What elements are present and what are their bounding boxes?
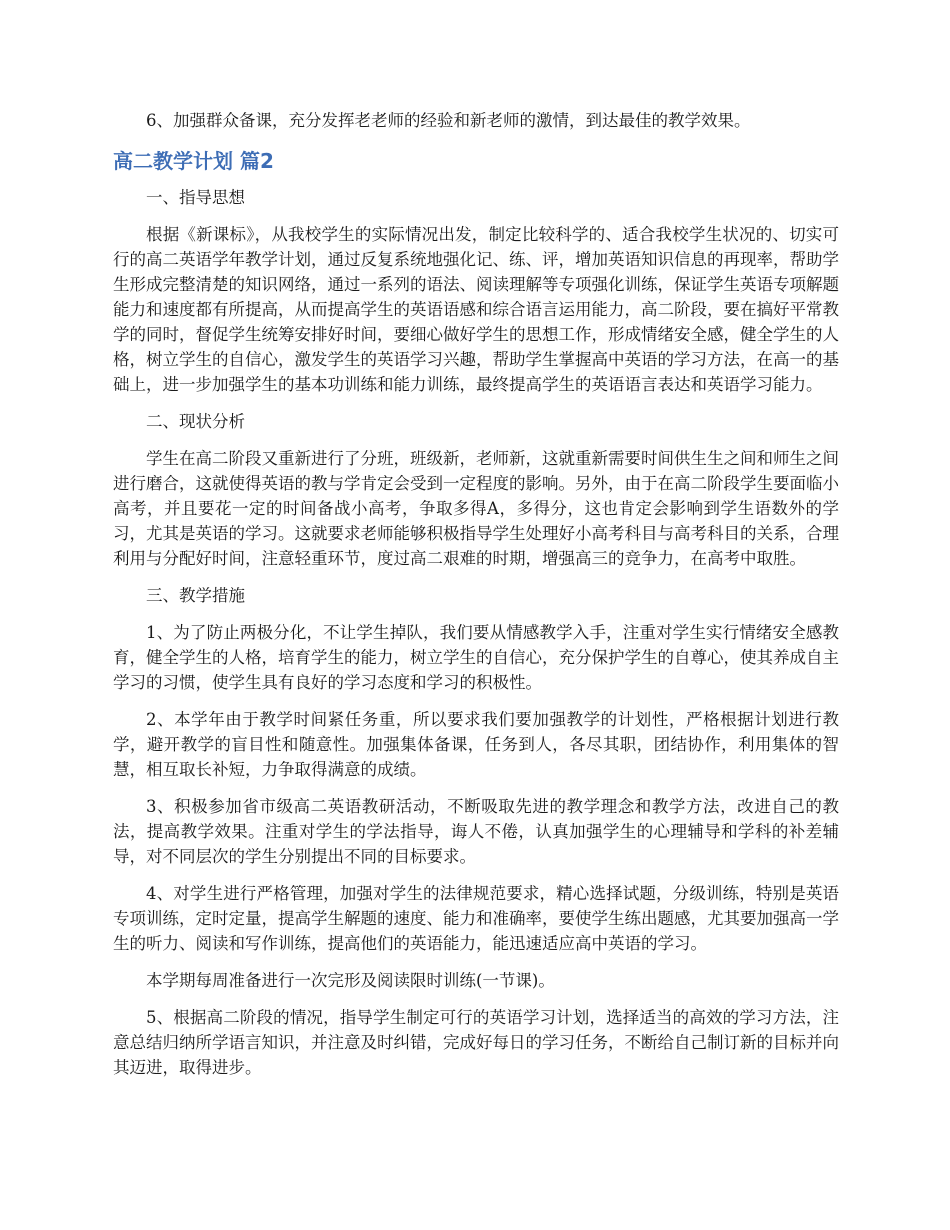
measure-2: 2、本学年由于教学时间紧任务重，所以要求我们要加强教学的计划性，严格根据计划进行教学，避开教学的盲目性和随意性。加强集体备课，任务到人，各尽其职，团结协作，利用集体的智慧，相互取长补短，力争取得满意的成绩。 — [113, 710, 839, 779]
measure-4: 4、对学生进行严格管理，加强对学生的法律规范要求，精心选择试题，分级训练，特别是英语专项训练，定时定量，提高学生解题的速度、能力和准确率，要使学生练出题感，尤其要加强高一学生的听力、阅读和写作训练，提高他们的英语能力，能迅速适应高中英语的学习。 — [113, 884, 839, 953]
section-heading: 高二教学计划 篇2 — [113, 149, 274, 173]
section-2-body: 学生在高二阶段又重新进行了分班，班级新，老师新，这就重新需要时间供生生之间和师生之间进行磨合，这就使得英语的教与学肯定会受到一定程度的影响。另外，由于在高二阶段学生要面临小高考，并且要花一定的时间备战小高考，争取多得A，多得分，这也肯定会影响到学生语数外的学习，尤其是英语的学习。这就要求老师能够积极指导学生处理好小高考科目与高考科目的关系，合理利用与分配好时间，注意轻重环节，度过高二艰难的时期，增强高三的竞争力，在高考中取胜。 — [113, 449, 839, 568]
measure-1: 1、为了防止两极分化，不让学生掉队，我们要从情感教学入手，注重对学生实行情绪安全感教育，健全学生的人格，培育学生的能力，树立学生的自信心，充分保护学生的自尊心，使其养成自主学习的习惯，使学生具有良好的学习态度和学习的积极性。 — [113, 623, 839, 692]
section-3-title: 三、教学措施 — [146, 586, 245, 605]
section-1-body: 根据《新课标》，从我校学生的实际情况出发，制定比较科学的、适合我校学生状况的、切实可行的高二英语学年教学计划，通过反复系统地强化记、练、评，增加英语知识信息的再现率，帮助学生形成完整清楚的知识网络，通过一系列的语法、阅读理解等专项强化训练，保证学生英语专项解题能力和速度都有所提高，从而提高学生的英语语感和综合语言运用能力，高二阶段，要在搞好平常教学的同时，督促学生统筹安排好时间，要细心做好学生的思想工作，形成情绪安全感，健全学生的人格，树立学生的自信心，激发学生的英语学习兴趣，帮助学生掌握高中英语的学习方法，在高一的基础上，进一步加强学生的基本功训练和能力训练，最终提高学生的英语语言表达和英语学习能力。 — [113, 225, 839, 394]
measure-5: 5、根据高二阶段的情况，指导学生制定可行的英语学习计划，选择适当的高效的学习方法，注意总结归纳所学语言知识，并注意及时纠错，完成好每日的学习任务，不断给自己制订新的目标并向其迈进，取得进步。 — [113, 1008, 839, 1077]
document-page — [113, 108, 839, 1080]
measure-3: 3、积极参加省市级高二英语教研活动，不断吸取先进的教学理念和教学方法，改进自己的教法，提高教学效果。注重对学生的学法指导，诲人不倦，认真加强学生的心理辅导和学科的补差辅导，对不同层次的学生分别提出不同的目标要求。 — [113, 797, 839, 866]
measure-4-note: 本学期每周准备进行一次完形及阅读限时训练(一节课)。 — [146, 971, 555, 990]
intro-item-6: 6、加强群众备课，充分发挥老老师的经验和新老师的激情，到达最佳的教学效果。 — [146, 111, 751, 130]
section-2-title: 二、现状分析 — [146, 412, 245, 431]
section-1-title: 一、指导思想 — [146, 188, 245, 207]
